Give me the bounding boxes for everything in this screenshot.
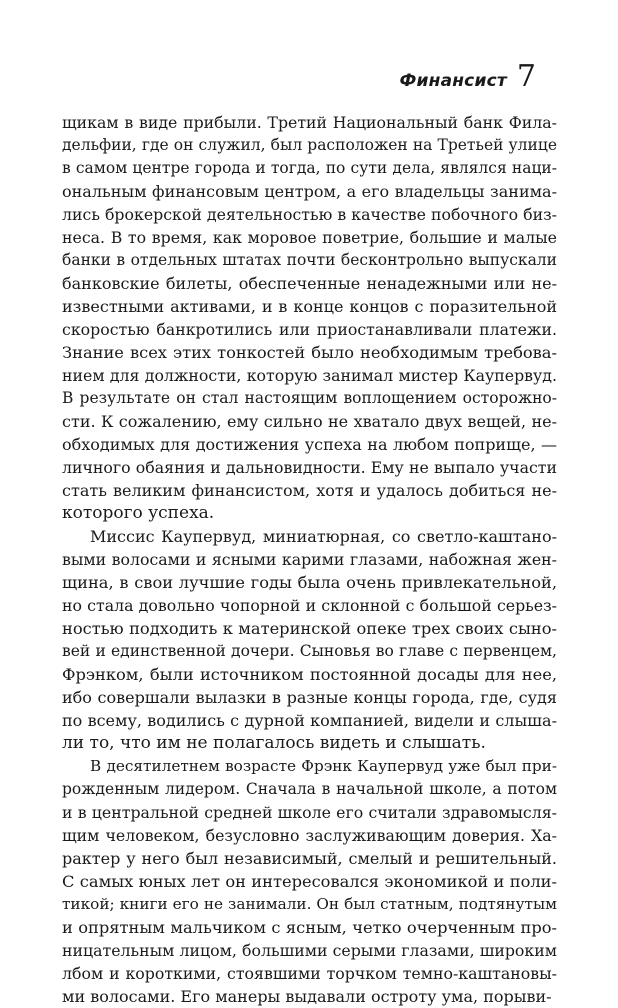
text-line: щикам в виде прибыли. Третий Национальный банк Фила- <box>62 113 557 132</box>
text-line: Миссис Каупервуд, миниатюрная, со светло-каштано- <box>90 527 557 546</box>
text-line: неса. В то время, как моровое поветрие, большие и малые <box>62 228 557 247</box>
text-line: но стала довольно чопорной и склонной с большой серьез- <box>62 596 557 615</box>
text-line: дельфии, где он служил, был расположен на Третьей улице <box>62 136 557 154</box>
text-line: по всему, водились с дурной компанией, видели и слыша- <box>62 711 557 730</box>
text-line: личного обаяния и дальновидности. Ему не выпало участи <box>62 458 557 477</box>
text-line: рожденным лидером. Сначала в начальной школе, а потом <box>62 780 557 798</box>
text-line: ностью подходить к материнской опеке трех своих сыно- <box>62 619 557 638</box>
paragraph <box>62 525 557 755</box>
text-line: Знание всех этих тонкостей было необходимым требова- <box>62 343 557 362</box>
text-line: В десятилетнем возрасте Фрэнк Каупервуд уже был при- <box>90 757 557 775</box>
text-line: В результате он стал настоящим воплощением осторожно- <box>62 389 557 407</box>
text-line: обходимых для достижения успеха на любом поприще, — <box>62 435 557 454</box>
text-line: нием для должности, которую занимал мистер Каупервуд. <box>62 366 557 385</box>
body-text <box>62 111 557 1008</box>
text-line: банки в отдельных штатах почти бесконтрольно выпускали <box>62 251 557 269</box>
text-line: стать великим финансистом, хотя и удалось добиться не- <box>62 481 557 500</box>
text-line: ибо совершали вылазки в разные концы города, где, судя <box>62 688 557 707</box>
text-line: сти. К сожалению, ему сильно не хватало двух вещей, не- <box>62 412 557 431</box>
text-line: рактер у него был независимый, смелый и решительный. <box>62 849 557 868</box>
paragraph <box>62 111 557 525</box>
text-line: лбом и короткими, стоявшими торчком темно-каштановы- <box>62 964 557 983</box>
text-line: ми волосами. Его манеры выдавали остроту ума, порыви- <box>62 987 552 1006</box>
text-line: скоростью банкротились или приостанавливали платежи. <box>62 320 557 339</box>
page-number: 7 <box>516 59 536 94</box>
text-line: выми волосами и ясными карими глазами, набожная жен- <box>62 550 557 569</box>
running-header <box>399 59 536 94</box>
text-line: известными активами, и в конце концов с поразительной <box>62 297 557 316</box>
text-line: тикой; книги его не занимали. Он был статным, подтянутым <box>62 895 557 913</box>
text-line: щина, в свои лучшие годы была очень привлекательной, <box>62 573 557 592</box>
text-line: щим человеком, безусловно заслуживающим доверия. Ха- <box>62 826 557 845</box>
text-line: ональным финансовым центром, а его владельцы занима- <box>62 182 557 201</box>
text-line: и опрятным мальчиком с ясным, четко очерченным про- <box>62 918 557 937</box>
text-line: лись брокерской деятельностью в качестве побочного биз- <box>62 205 557 224</box>
text-line: вей и единственной дочери. Сыновья во главе с первенцем, <box>62 642 557 660</box>
text-line: в самом центре города и тогда, по сути дела, являлся наци- <box>62 159 557 177</box>
text-line: ницательным лицом, большими серыми глазами, широким <box>62 941 557 960</box>
running-title: Финансист <box>399 71 507 91</box>
text-line: ли то, что им не полагалось видеть и слышать. <box>62 733 486 753</box>
text-line: С самых юных лет он интересовался экономикой и поли- <box>62 872 557 891</box>
text-line: которого успеха. <box>62 503 215 523</box>
paragraph <box>62 755 557 1008</box>
text-line: и в центральной средней школе его считали здравомысля- <box>62 803 557 822</box>
text-line: Фрэнком, были источником постоянной досады для нее, <box>62 665 557 684</box>
text-line: банковские билеты, обеспеченные ненадежными или не- <box>62 274 557 293</box>
